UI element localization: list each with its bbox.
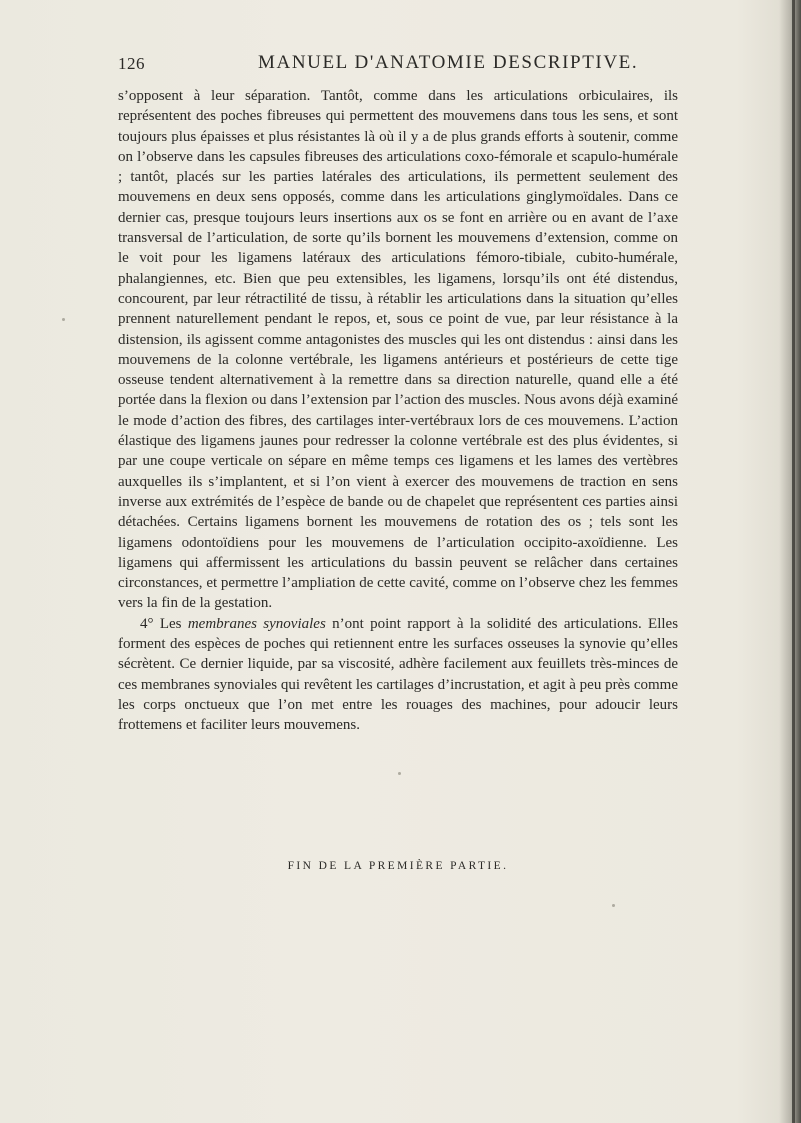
spine-shadow <box>779 0 801 1123</box>
end-of-part-colophon: FIN DE LA PREMIÈRE PARTIE. <box>287 860 509 872</box>
page-header <box>118 52 678 78</box>
spine-edge <box>792 0 795 1123</box>
paragraph-synovial-membranes <box>118 614 678 736</box>
body-text <box>118 86 678 736</box>
running-title: MANUEL D'ANATOMIE DESCRIPTIVE. <box>258 52 639 73</box>
paragraph-number: 4° <box>140 615 154 632</box>
paragraph-ligaments: s’opposent à leur séparation. Tantôt, comme dans les articulations orbiculaires, ils représentent des poches fibreuses qui permettent des mouvemens dans tous les sens, et sont toujours plus épaisses et plus résistantes là où il y a de plus grands efforts à soutenir, comme on l’observe dans les capsules fibreuses des articulations coxo-fémorale et scapulo-humérale ; tantôt, placés sur les parties latérales des articulations, ils permettent seulement des mouvemens en deux sens opposés, comme dans les articulations ginglymoïdales. Dans ce dernier cas, presque toujours leurs insertions aux os se font en arrière ou en avant de l’axe transversal de l’articulation, de sorte qu’ils bornent les mouvemens d’extension, comme on le voit pour les ligamens latéraux des articulations fémoro-tibiale, cubito-humérale, phalangiennes, etc. Bien que peu extensibles, les ligamens, lorsqu’ils ont été distendus, concourent, par leur rétractilité de tissu, à rétablir les articulations dans la situation qu’elles prennent naturellement pendant le repos, et, sous ce point de vue, par leur résistance à la distension, ils agissent comme antagonistes des muscles qui les ont distendus : ainsi dans les mouvemens de la colonne vertébrale, les ligamens antérieurs et postérieurs de cette tige osseuse tendent alternativement à la remettre dans sa direction naturelle, quand elle a été portée dans la flexion ou dans l’extension par l’action des muscles. Nous avons déjà examiné le mode d’action des fibres, des cartilages inter-vertébraux lors de ces mouvemens. L’action élastique des ligamens jaunes pour redresser la colonne vertébrale est des plus évidentes, si par une coupe verticale on sépare en même temps ces ligamens et les lames des vertèbres auxquelles ils s’implantent, et si l’on vient à exercer des mouvemens de traction en sens inverse aux extrémités de l’espèce de bande ou de chapelet que représentent ces parties ainsi détachées. Certains ligamens bornent les mouvemens de rotation des os ; tels sont les ligamens odontoïdiens pour les mouvemens de l’articulation occipito-axoïdienne. Les ligamens qui affermissent les articulations du bassin peuvent se relâcher dans certaines circonstances, et permettre l’ampliation de cette cavité, comme on l’observe chez les femmes vers la fin de la gestation. <box>118 88 678 612</box>
page-number: 126 <box>118 54 145 73</box>
italic-term: membranes synoviales <box>187 615 326 632</box>
paper-speck <box>612 904 615 907</box>
paragraph-synovial-text: n’ont point rapport à la solidité des articulations. Elles forment des espèces de poches qui retiennent entre les surfaces osseuses la synovie qu’elles sécrètent. Ce dernier liquide, par sa viscosité, adhère facilement aux feuillets très-minces de ces membranes synoviales qui revêtent les cartilages d’incrustation, et agit à peu près comme les corps onctueux que l’on met entre les rouages des machines, pour adoucir leurs frottemens et faciliter leurs mouvemens. <box>118 615 679 734</box>
paper-speck <box>398 772 401 775</box>
paragraph-lead-word: Les <box>159 615 182 632</box>
paper-speck <box>62 318 65 321</box>
